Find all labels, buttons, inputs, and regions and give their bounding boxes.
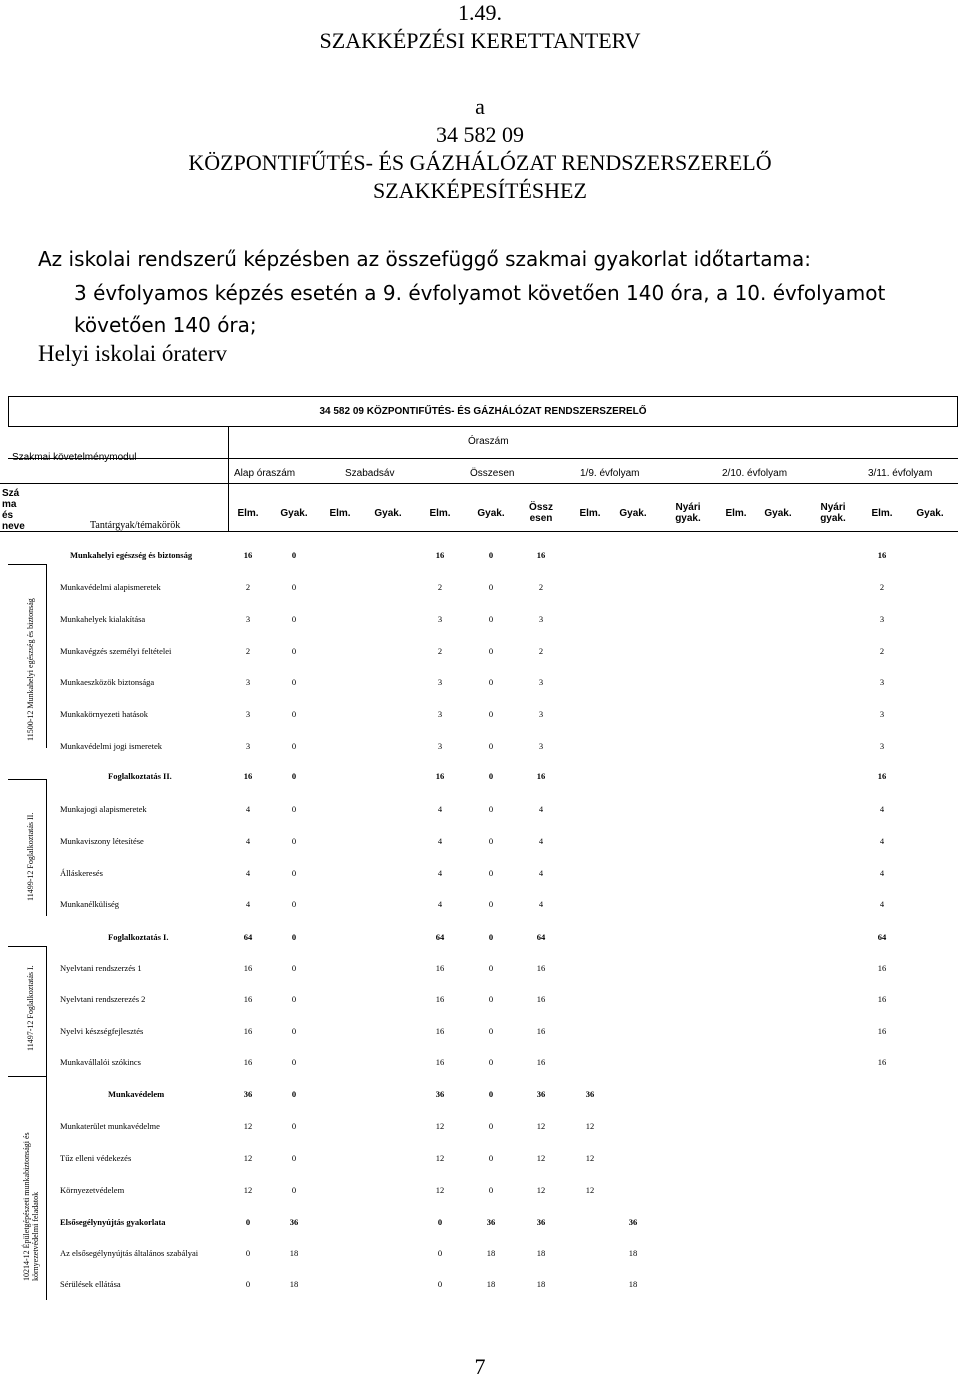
- table-cell: 18: [486, 1248, 496, 1258]
- table-cell: 0: [291, 1121, 297, 1131]
- document-number: 1.49.: [458, 0, 502, 25]
- table-cell: 16: [435, 771, 445, 781]
- table-cell: 4: [245, 899, 251, 909]
- table-cell: 3: [245, 677, 251, 687]
- table-cell: 12: [536, 1153, 546, 1163]
- module-code-label: 11500-12 Munkahelyi egészség és biztonság: [26, 598, 35, 741]
- table-row-label: Sérülések ellátása: [60, 1279, 121, 1289]
- table-cell: 16: [435, 550, 445, 560]
- table-cell: 0: [488, 677, 494, 687]
- table-cell: 36: [536, 1089, 546, 1099]
- table-row-label: Munkavédelmi jogi ismeretek: [60, 741, 162, 751]
- table-cell: 2: [879, 646, 885, 656]
- table-cell: 36: [486, 1217, 496, 1227]
- table-cell: 16: [536, 963, 546, 973]
- table-row-label: Munkakörnyezeti hatások: [60, 709, 149, 719]
- table-cell: 64: [243, 932, 253, 942]
- table-row-label: Munkavállalói szókincs: [60, 1057, 141, 1067]
- table-cell: 3: [538, 677, 544, 687]
- oraszam-header: Óraszám: [468, 436, 509, 447]
- table-cell: 0: [488, 582, 494, 592]
- table-cell: 3: [538, 614, 544, 624]
- table-cell: 18: [289, 1248, 299, 1258]
- table-cell: 0: [291, 646, 297, 656]
- group-evfolyam-1: 1/9. évfolyam: [580, 468, 640, 479]
- module-divider-top: [8, 946, 46, 947]
- table-cell: 16: [877, 1026, 887, 1036]
- table-cell: 0: [488, 646, 494, 656]
- module-divider-top: [8, 1076, 46, 1077]
- table-row-label: Foglalkoztatás II.: [108, 771, 172, 781]
- table-cell: 4: [437, 836, 443, 846]
- table-cell: 0: [488, 868, 494, 878]
- table-row-label: Tűz elleni védekezés: [60, 1153, 132, 1163]
- table-cell: 2: [245, 582, 251, 592]
- table-cell: 12: [243, 1153, 253, 1163]
- article-a: a: [475, 94, 485, 119]
- table-cell: 16: [536, 994, 546, 1004]
- table-cell: 64: [435, 932, 445, 942]
- table-cell: 18: [628, 1248, 638, 1258]
- table-cell: 16: [435, 1026, 445, 1036]
- col-header-0: Elm.: [237, 508, 259, 519]
- table-cell: 0: [488, 1057, 494, 1067]
- table-cell: 0: [291, 899, 297, 909]
- module-code-label: 11497-12 Foglalkoztatás I.: [26, 965, 35, 1051]
- qualification-name-line2: SZAKKÉPESÍTÉSHEZ: [373, 178, 587, 203]
- table-cell: 2: [437, 646, 443, 656]
- table-cell: 4: [879, 836, 885, 846]
- page-number: 7: [474, 1354, 486, 1379]
- table-row-label: Munkavédelmi alapismeretek: [60, 582, 161, 592]
- table-cell: 2: [245, 646, 251, 656]
- table-cell: 0: [437, 1217, 443, 1227]
- group-alap: Alap óraszám: [234, 468, 296, 479]
- module-divider: [46, 564, 47, 748]
- table-cell: 16: [536, 1026, 546, 1036]
- table-cell: 0: [488, 963, 494, 973]
- table-cell: 16: [243, 1026, 253, 1036]
- qualification-name-line1: KÖZPONTIFŰTÉS- ÉS GÁZHÁLÓZAT RENDSZERSZERELŐ: [188, 150, 772, 175]
- table-cell: 0: [488, 1026, 494, 1036]
- table-cell: 2: [538, 646, 544, 656]
- table-cell: 0: [437, 1279, 443, 1289]
- table-cell: 0: [488, 709, 494, 719]
- intro-line-2: 3 évfolyamos képzés esetén a 9. évfolyamot követően 140 óra, a 10. évfolyamot: [74, 281, 886, 305]
- table-row-label: Nyelvtani rendszerzés 1: [60, 963, 142, 973]
- table-cell: 16: [435, 963, 445, 973]
- table-cell: 4: [245, 868, 251, 878]
- table-cell: 3: [538, 709, 544, 719]
- table-row-label: Munkaterület munkavédelme: [60, 1121, 160, 1131]
- col-header-8: Gyak.: [619, 508, 647, 519]
- table-cell: 12: [435, 1121, 445, 1131]
- table-cell: 0: [291, 994, 297, 1004]
- col-header-4: Elm.: [429, 508, 451, 519]
- table-cell: 0: [291, 836, 297, 846]
- table-title: 34 582 09 KÖZPONTIFŰTÉS- ÉS GÁZHÁLÓZAT RENDSZERSZERELŐ: [319, 406, 647, 417]
- table-cell: 4: [538, 836, 544, 846]
- table-cell: 12: [536, 1185, 546, 1195]
- table-cell: 18: [536, 1248, 546, 1258]
- table-cell: 0: [291, 741, 297, 751]
- group-evfolyam-2: 2/10. évfolyam: [722, 468, 788, 479]
- table-cell: 0: [488, 771, 494, 781]
- table-row-label: Munkahelyi egészség és biztonság: [70, 550, 193, 560]
- table-cell: 12: [243, 1185, 253, 1195]
- table-cell: 0: [488, 899, 494, 909]
- table-cell: 12: [585, 1185, 595, 1195]
- table-cell: 3: [437, 677, 443, 687]
- table-cell: 12: [585, 1121, 595, 1131]
- table-cell: 18: [536, 1279, 546, 1289]
- table-cell: 64: [877, 932, 887, 942]
- table-cell: 0: [291, 1185, 297, 1195]
- table-cell: 64: [536, 932, 546, 942]
- szama-2: ma: [2, 499, 17, 510]
- table-row-label: Környezetvédelem: [60, 1185, 125, 1195]
- table-row-label: Munkahelyek kialakítása: [60, 614, 146, 624]
- table-cell: 12: [435, 1153, 445, 1163]
- table-cell: 0: [291, 582, 297, 592]
- table-cell: 0: [488, 1121, 494, 1131]
- table-cell: 3: [437, 709, 443, 719]
- group-osszesen: Összesen: [470, 468, 515, 479]
- table-row-label: Nyelvtani rendszerezés 2: [60, 994, 146, 1004]
- table-cell: 16: [435, 994, 445, 1004]
- col-header-5: Gyak.: [477, 508, 505, 519]
- table-cell: 18: [289, 1279, 299, 1289]
- table-cell: 0: [291, 868, 297, 878]
- table-cell: 16: [877, 550, 887, 560]
- table-cell: 16: [877, 771, 887, 781]
- table-cell: 0: [245, 1248, 251, 1258]
- table-row-label: Munkaeszközök biztonsága: [60, 677, 155, 687]
- table-cell: 36: [628, 1217, 638, 1227]
- table-cell: 16: [243, 771, 253, 781]
- table-cell: 36: [289, 1217, 299, 1227]
- table-cell: 0: [291, 709, 297, 719]
- table-cell: 0: [488, 1153, 494, 1163]
- table-cell: 3: [879, 614, 885, 624]
- group-evfolyam-3: 3/11. évfolyam: [868, 468, 933, 479]
- group-szabadsav: Szabadsáv: [345, 468, 395, 479]
- table-cell: 16: [877, 963, 887, 973]
- col-header-7: Elm.: [579, 508, 601, 519]
- table-cell: 12: [536, 1121, 546, 1131]
- table-row-label: Munkavédelem: [108, 1089, 165, 1099]
- table-cell: 4: [879, 899, 885, 909]
- table-cell: 12: [435, 1185, 445, 1195]
- table-cell: 3: [245, 741, 251, 751]
- intro-line-1: Az iskolai rendszerű képzésben az összefüggő szakmai gyakorlat időtartama:: [38, 247, 812, 271]
- szama-4: neve: [2, 521, 25, 532]
- table-cell: 3: [879, 741, 885, 751]
- table-cell: 0: [488, 741, 494, 751]
- table-cell: 2: [538, 582, 544, 592]
- table-cell: 16: [877, 994, 887, 1004]
- col-header-1: Gyak.: [280, 508, 308, 519]
- table-row-label: Foglalkoztatás I.: [108, 932, 169, 942]
- table-cell: 0: [291, 1057, 297, 1067]
- table-cell: 4: [245, 836, 251, 846]
- module-code-label: 10214-12 Épületgépészeti munkabiztonsági és környezetvédelmi feladatok: [22, 1132, 40, 1281]
- module-divider: [46, 1076, 47, 1300]
- table-row-label: Elsősegélynyújtás gyakorlata: [60, 1217, 166, 1227]
- table-cell: 16: [243, 1057, 253, 1067]
- module-divider-top: [8, 779, 46, 780]
- table-cell: 36: [585, 1089, 595, 1099]
- table-cell: 16: [536, 771, 546, 781]
- table-cell: 3: [245, 614, 251, 624]
- table-cell: 4: [437, 868, 443, 878]
- table-cell: 0: [488, 994, 494, 1004]
- table-cell: 0: [488, 836, 494, 846]
- col-header-11: Gyak.: [764, 508, 792, 519]
- table-cell: 0: [291, 804, 297, 814]
- modul-header: Szakmai követelménymodul: [12, 452, 137, 463]
- col-header-10: Elm.: [725, 508, 747, 519]
- table-cell: 16: [243, 963, 253, 973]
- module-divider: [46, 779, 47, 916]
- table-cell: 0: [488, 614, 494, 624]
- table-cell: 4: [538, 868, 544, 878]
- table-cell: 0: [245, 1279, 251, 1289]
- szama-1: Szá: [2, 488, 20, 499]
- table-cell: 4: [879, 804, 885, 814]
- table-cell: 0: [291, 932, 297, 942]
- col-header-13: Elm.: [871, 508, 893, 519]
- col-header-9: Nyári gyak.: [675, 502, 701, 524]
- table-row-label: Munkaviszony létesítése: [60, 836, 144, 846]
- table-cell: 3: [538, 741, 544, 751]
- table-cell: 4: [879, 868, 885, 878]
- table-cell: 3: [437, 741, 443, 751]
- table-cell: 4: [538, 804, 544, 814]
- table-cell: 0: [291, 1153, 297, 1163]
- table-cell: 3: [879, 677, 885, 687]
- module-divider: [46, 946, 47, 1081]
- curriculum-table: [0, 396, 960, 1300]
- table-row-label: Az elsősegélynyújtás általános szabályai: [60, 1248, 199, 1258]
- qualification-code: 34 582 09: [436, 122, 524, 147]
- module-divider-top: [8, 564, 46, 565]
- col-header-12: Nyári gyak.: [820, 502, 846, 524]
- table-row-label: Munkanélküliség: [60, 899, 120, 909]
- table-cell: 3: [879, 709, 885, 719]
- table-cell: 0: [291, 1026, 297, 1036]
- table-cell: 36: [536, 1217, 546, 1227]
- table-cell: 0: [291, 614, 297, 624]
- table-cell: 0: [488, 932, 494, 942]
- table-cell: 4: [437, 804, 443, 814]
- table-cell: 16: [435, 1057, 445, 1067]
- table-cell: 0: [488, 550, 494, 560]
- tantargy-header: Tantárgyak/témakörök: [90, 520, 181, 531]
- table-row-label: Munkavégzés személyi feltételei: [60, 646, 172, 656]
- table-cell: 0: [291, 963, 297, 973]
- table-cell: 3: [245, 709, 251, 719]
- table-cell: 0: [488, 804, 494, 814]
- table-cell: 12: [243, 1121, 253, 1131]
- document-title: SZAKKÉPZÉSI KERETTANTERV: [319, 28, 641, 53]
- col-header-3: Gyak.: [374, 508, 402, 519]
- table-cell: 4: [437, 899, 443, 909]
- table-cell: 0: [291, 771, 297, 781]
- table-cell: 0: [291, 1089, 297, 1099]
- table-cell: 4: [538, 899, 544, 909]
- table-cell: 4: [245, 804, 251, 814]
- table-cell: 16: [243, 550, 253, 560]
- table-cell: 16: [243, 994, 253, 1004]
- table-cell: 3: [437, 614, 443, 624]
- table-row-label: Nyelvi készségfejlesztés: [60, 1026, 144, 1036]
- table-cell: 16: [877, 1057, 887, 1067]
- szama-3: és: [2, 510, 14, 521]
- module-code-label: 11499-12 Foglalkoztatás II.: [26, 812, 35, 901]
- col-header-14: Gyak.: [916, 508, 944, 519]
- table-cell: 18: [486, 1279, 496, 1289]
- table-cell: 16: [536, 550, 546, 560]
- section-heading: Helyi iskolai óraterv: [38, 341, 228, 366]
- table-cell: 18: [628, 1279, 638, 1289]
- col-header-6: Össz esen: [529, 502, 553, 524]
- intro-line-3: követően 140 óra;: [74, 313, 257, 337]
- table-cell: 36: [435, 1089, 445, 1099]
- col-header-2: Elm.: [329, 508, 351, 519]
- table-row-label: Munkajogi alapismeretek: [60, 804, 147, 814]
- table-cell: 0: [291, 677, 297, 687]
- table-cell: 16: [536, 1057, 546, 1067]
- table-cell: 0: [291, 550, 297, 560]
- table-cell: 0: [437, 1248, 443, 1258]
- table-cell: 2: [437, 582, 443, 592]
- table-cell: 12: [585, 1153, 595, 1163]
- table-cell: 36: [243, 1089, 253, 1099]
- table-row-label: Álláskeresés: [60, 868, 103, 878]
- table-cell: 0: [488, 1185, 494, 1195]
- table-cell: 2: [879, 582, 885, 592]
- table-cell: 0: [488, 1089, 494, 1099]
- table-cell: 0: [245, 1217, 251, 1227]
